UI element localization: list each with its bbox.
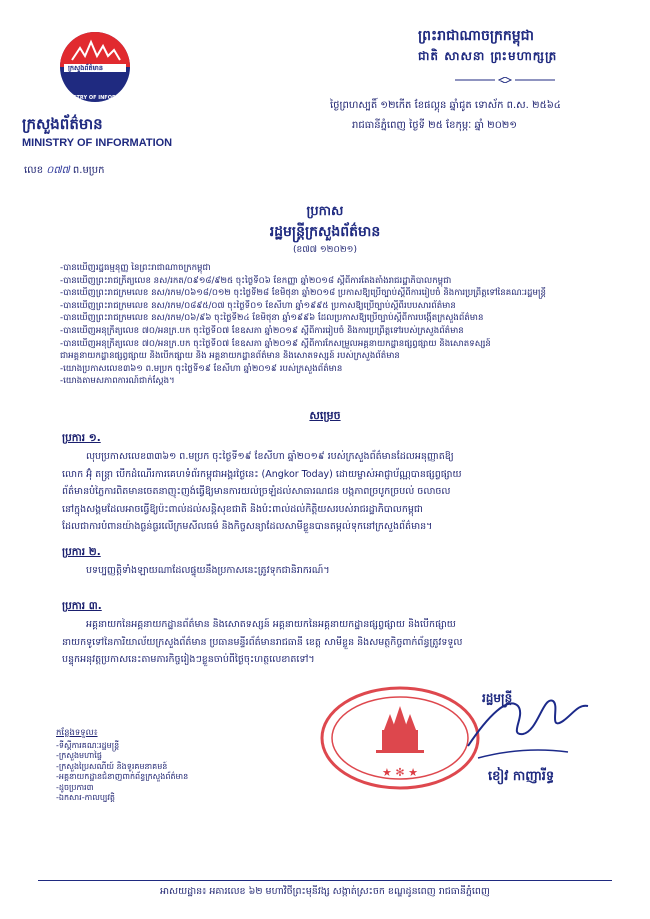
ref-label: លេខ [24, 165, 44, 176]
reference-number [24, 163, 104, 178]
article-line: អគ្គនាយកនៃអគ្គនាយកដ្ឋានព័ត៌មាន និងសោតទស្សន៍ អគ្គនាយកនៃអគ្គនាយកដ្ឋានផ្សព្វផ្សាយ និងបើកផ្សាយ [86, 619, 456, 630]
visa-item: -បានឃើញអនុក្រឹត្យលេខ ៧០/អនក្រ.បក ចុះថ្ងៃទី០៧ ខែឧសភា ឆ្នាំ២០១៩ ស្តីពីការកែសម្រួលអគ្គនាយកដ្ឋានផ្សព្វផ្សាយ និងសោតទស្សន៍ [60, 338, 491, 349]
article-2-label: ប្រការ ២. [62, 546, 101, 558]
ref-suffix: ព.មប្រក [72, 165, 105, 176]
article-line: លុបប្រកាសលេខ៣៣៦១ ព.មប្រក ចុះថ្ងៃទី១៩ ខែសីហា ឆ្នាំ២០១៩ របស់ក្រសួងព័ត៌មានដែលអនុញ្ញាតឱ្យ [86, 451, 454, 462]
kingdom-title: ព្រះរាជាណាចក្រកម្ពុជា [418, 28, 535, 44]
article-3-body [62, 616, 618, 669]
signatory-title: រដ្ឋមន្ត្រី [482, 691, 513, 705]
motto-ornament [455, 68, 555, 74]
issuer-title: រដ្ឋមន្ត្រីក្រសួងព័ត៌មាន [269, 224, 381, 240]
visa-item: -បានឃើញព្រះរាជក្រមលេខ នស/រកម/០៦/៩៦ ចុះថ្ងៃទី២៤ ខែមិថុនា ឆ្នាំ១៩៩៦ ដែលប្រកាសឱ្យប្រើច្បាប់ស្តីពីការបង្កើតក្រសួងព័ត៌មាន [60, 313, 484, 324]
recipient-item: -ឯកសារ-កាលប្បវត្តិ [56, 793, 115, 802]
footer-address: អាសយដ្ឋាន៖ អគារលេខ ៦២ មហាវិថីព្រះមុនីវង្ស សង្កាត់ស្រះចក ខណ្ឌដូនពេញ រាជធានីភ្នំពេញ [160, 886, 490, 897]
visa-item: -បានឃើញព្រះរាជក្រឹត្យលេខ នស/រកត/០៩១៨/៩២៥ ចុះថ្ងៃទី០៦ ខែកញ្ញា ឆ្នាំ២០១៨ ស្តីពីការតែងតាំងរាជរដ្ឋាភិបាលកម្ពុជា [60, 275, 452, 286]
visa-item: -បានឃើញព្រះរាជក្រមលេខ នស/រកម/០៨៩៥/០៧ ចុះថ្ងៃទី០១ ខែសីហា ឆ្នាំ១៩៩៥ ប្រកាសឱ្យប្រើច្បាប់ស្តីពីរបបសារព័ត៌មាន [60, 300, 456, 311]
article-2-body [62, 562, 618, 580]
article-1-label: ប្រការ ១. [62, 432, 101, 444]
visa-item: ជាអគ្គនាយកដ្ឋានផ្សព្វផ្សាយ និងបើកផ្សាយ និង អគ្គនាយកដ្ឋានព័ត៌មាន និងសោតទស្សន៍ របស់ក្រសួងព័ត៌មាន [60, 351, 400, 362]
recipient-item: -ក្រសួងមហាផ្ទៃ [56, 751, 102, 760]
recipients-block [56, 728, 188, 804]
decision-heading: សម្រេច [309, 409, 341, 422]
national-motto: ជាតិ សាសនា ព្រះមហាក្សត្រ [418, 49, 558, 63]
handwritten-signature [448, 676, 598, 768]
signatory-name: ខៀវ កាញារីទ្ធ [488, 769, 555, 784]
visa-item: -បានឃើញរដ្ឋធម្មនុញ្ញ នៃព្រះរាជាណាចក្រកម្ពុជា [60, 263, 211, 273]
article-line: នាយកទូទៅនៃការិយាល័យក្រសួងព័ត៌មាន ប្រធានមន្ទីរព័ត៌មានរាជធានី ខេត្ត សាមីខ្លួន និងសមត្ថកិច្ចពាក់ព័ន្ធត្រូវទទួល [62, 636, 463, 648]
document-type: ប្រកាស [306, 204, 344, 219]
date-lunar: ថ្ងៃ​ព្រហស្បតិ៍ ១២កើត ខែផល្គុន ឆ្នាំជូត ទោស័ក ព.ស. ២៥៦៤ [330, 100, 561, 111]
date-solar: រាជធានីភ្នំពេញ ថ្ងៃទី ២៥ ខែកុម្ភៈ ឆ្នាំ ២០២១ [352, 120, 517, 131]
article-line: នៅក្នុងសង្គមដែលអាចធ្វើឱ្យប៉ះពាល់ដល់សន្តិសុខជាតិ និងប៉ះពាល់ដល់កិត្តិយសរបស់រាជរដ្ឋាភិបាលកម្ពុជា [62, 503, 423, 515]
visa-item: -យោងតាមសភាពការណ៍ជាក់ស្តែង។ [60, 376, 175, 387]
logo-text-kh: ក្រសួងព័ត៌មាន [68, 64, 103, 72]
svg-text:★ ✻ ★: ★ ✻ ★ [382, 766, 418, 779]
ministry-name-en: MINISTRY OF INFORMATION [22, 137, 173, 149]
article-line: បទប្បញ្ញត្តិទាំងឡាយណាដែលផ្ទុយនឹងប្រកាសនេះត្រូវទុកជានិរាករណ៍។ [86, 565, 330, 576]
visa-item: -បានឃើញព្រះរាជក្រមលេខ នស/រកម/០៦១៨/០១២ ចុះថ្ងៃទី២៨ ខែមិថុនា ឆ្នាំ២០១៨ ប្រកាសឱ្យប្រើច្បាប់ស្តីពីការរៀបចំ និងការប្រព្រឹត្តទៅនៃគណៈរដ្ឋមន្ត្រី [60, 288, 546, 299]
footer-divider [38, 880, 612, 881]
recipients-heading: កន្លែងទទួល៖ [56, 728, 98, 738]
recipient-item: -ដូចប្រការ៣ [56, 782, 94, 792]
article-line: បន្ទុកអនុវត្តប្រកាសនេះតាមភារកិច្ចរៀងៗខ្លួនចាប់ពីថ្ងៃចុះហត្ថលេខាតទៅ។ [62, 654, 315, 665]
document-number: (ខ៧៧ ១២០២១) [293, 245, 357, 255]
visa-item: -យោងប្រកាសលេខ៣៦១ ព.មប្រក ចុះថ្ងៃទី១៩ ខែសីហា ឆ្នាំ២០១៩ របស់ក្រសួងព័ត៌មាន [60, 363, 343, 374]
article-3-label: ប្រការ ៣. [62, 600, 102, 612]
recipient-item: -ក្រសួងប្រៃសណីយ៍ និងទូរគមនាគមន៍ [56, 761, 168, 771]
article-line: ព័ត៌មានបំភ្លៃការពិតមានចេតនាញុះញង់ធ្វើឱ្យមានការយល់ច្រឡំដល់សាធារណជន បង្កភាពច្របូកច្របល់ ចលាចល [62, 486, 451, 497]
article-1-body [62, 448, 618, 536]
recipient-item: -អគ្គនាយកដ្ឋានជំនាញពាក់ព័ន្ធក្រសួងព័ត៌មាន [56, 772, 189, 781]
ministry-name-kh: ក្រសួងព័ត៌មាន [22, 115, 103, 133]
logo-text-en: MINISTRY OF INFORMATION [60, 95, 138, 101]
ref-number: ០៧៧ [46, 165, 70, 176]
visa-item: -បានឃើញអនុក្រឹត្យលេខ ៧០/អនក្រ.បក ចុះថ្ងៃទី០៧ ខែឧសភា ឆ្នាំ២០១៩ ស្តីពីការរៀបចំ និងការប្រព្រឹត្តទៅរបស់ក្រសួងព័ត៌មាន [60, 325, 464, 336]
visa-list [60, 262, 620, 388]
article-line: ដែលជាការបំពានយ៉ាងធ្ងន់ធ្ងរលើក្រមសីលធម៌ និងកិច្ចសន្យាដែលសាមីខ្លួនបានតម្កល់ទុកនៅក្រសួងព័ត៌មាន។ [62, 521, 433, 532]
recipient-item: -ទីស្តីការគណៈរដ្ឋមន្ត្រី [56, 740, 120, 750]
article-line: លោក អ៊ុំ តន្ត្រា បើកដំណើរការគេហទំព័រកម្ពុជាអង្គរថ្ងៃនេះ (Angkor Today) ដោយម្ចាស់អាជ្ញាប័ណ្ណបានផ្សព្វផ្សាយ [62, 468, 462, 480]
